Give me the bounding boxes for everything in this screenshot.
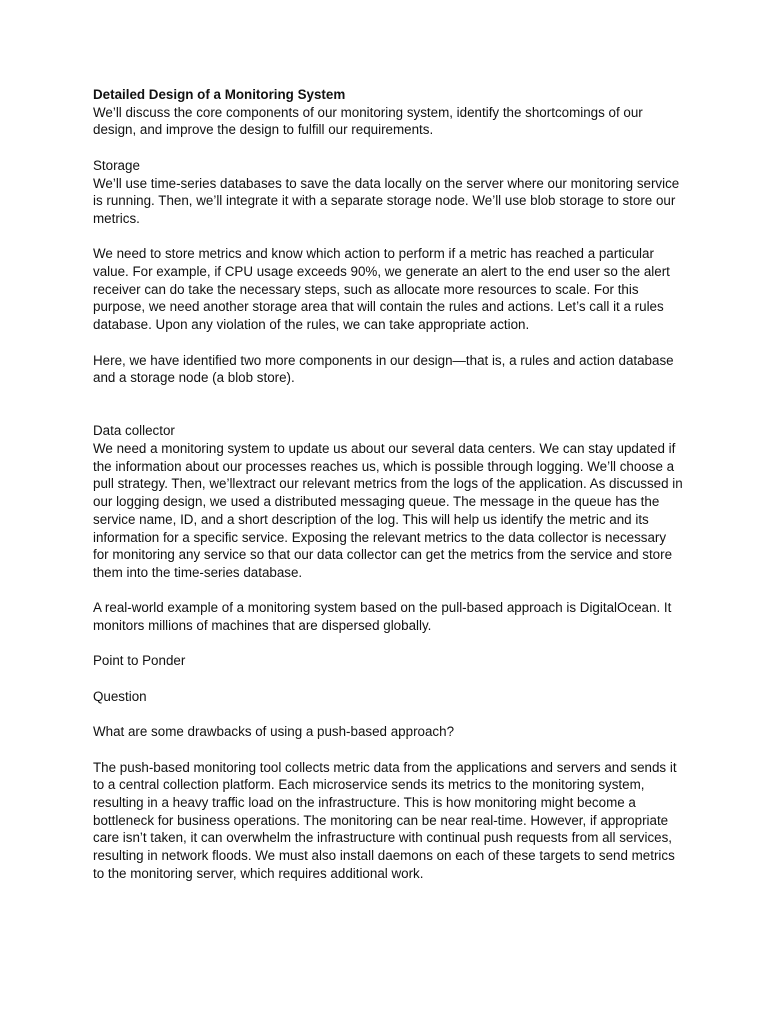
- question-text: What are some drawbacks of using a push-based approach?: [93, 724, 455, 740]
- storage-paragraph-3: Here, we have identified two more components in our design—that is, a rules and action database and a storage node (a blob store).: [93, 352, 678, 386]
- document-title: Detailed Design of a Monitoring System: [93, 87, 346, 102]
- answer-paragraph: The push-based monitoring tool collects metric data from the applications and servers and sends it to a central collection platform. Each microservice sends its metrics to the monitoring system, resulting in a heavy traffic load on the infrastructure. This is how monitoring might become a bottleneck for business operations. The monitoring can be near real-time. However, if appropriate care isn’t taken, it can overwhelm the infrastructure with continual push requests from all services, resulting in network floods. We must also install daemons on each of these targets to send metrics to the monitoring server, which requires additional work.: [93, 759, 681, 881]
- intro-paragraph: We’ll discuss the core components of our monitoring system, identify the shortcomings of our design, and improve the design to fulfill our requirements.: [93, 104, 647, 138]
- storage-paragraph-1: We’ll use time-series databases to save the data locally on the server where our monitoring service is running. Then, we’ll integrate it with a separate storage node. We’ll use blob storage to store our metrics.: [93, 175, 683, 226]
- data-collector-heading: Data collector: [93, 423, 175, 439]
- spacer: [93, 405, 683, 423]
- question-label: Question: [93, 688, 147, 704]
- data-collector-paragraph-1: We need a monitoring system to update us about our several data centers. We can stay updated if the information about our processes reaches us, which is possible through logging. We’ll choose a pull strategy. Then, we’llextract our relevant metrics from the logs of the application. As discussed in our logging design, we used a distributed messaging queue. The message in the queue has the service name, ID, and a short description of the log. This will help us identify the metric and its information for a specific service. Exposing the relevant metrics to the data collector is necessary for monitoring any service so that our data collector can get the metrics from the service and store them into the time-series database.: [93, 440, 687, 580]
- point-to-ponder-label: Point to Ponder: [93, 653, 186, 669]
- storage-heading: Storage: [93, 157, 140, 173]
- document-page: [93, 86, 687, 882]
- storage-paragraph-2: We need to store metrics and know which action to perform if a metric has reached a particular value. For example, if CPU usage exceeds 90%, we generate an alert to the end user so the alert receiver can do take the necessary steps, such as allocate more resources to scale. For this purpose, we need another storage area that will contain the rules and actions. Let’s call it a rules database. Upon any violation of the rules, we can take appropriate action.: [93, 246, 674, 333]
- data-collector-paragraph-2: A real-world example of a monitoring system based on the pull-based approach is DigitalOcean. It monitors millions of machines that are dispersed globally.: [93, 600, 676, 633]
